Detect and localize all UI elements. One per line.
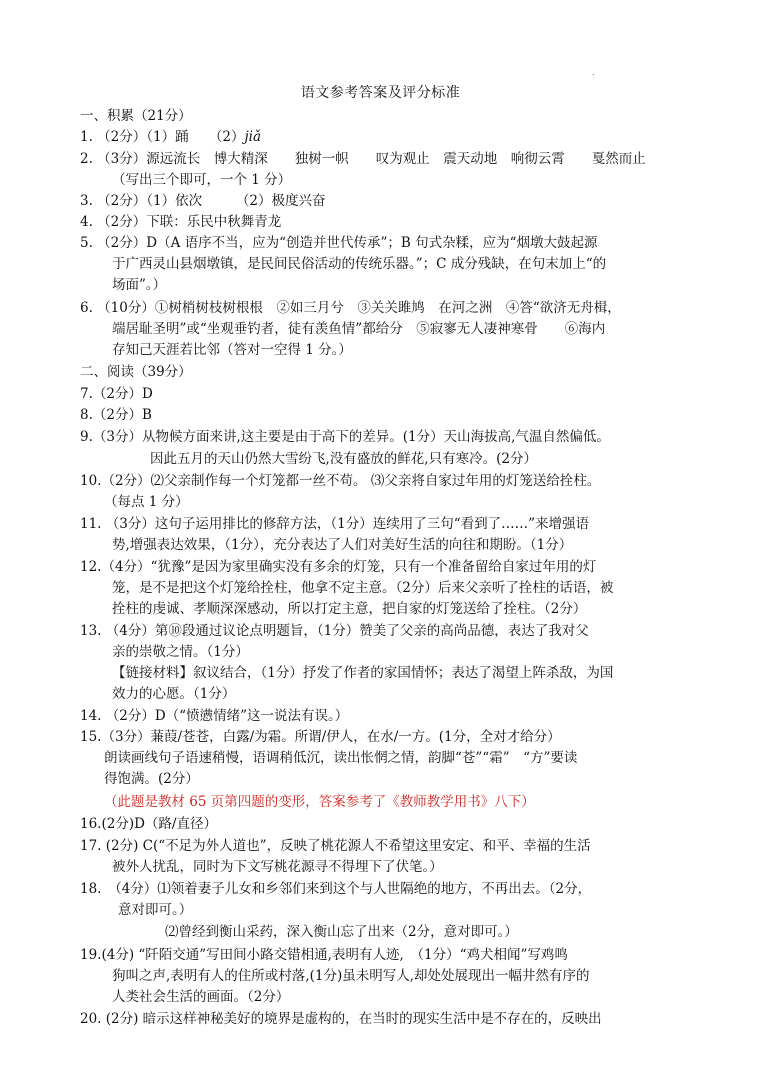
section-heading: 二、阅读（39分） (80, 364, 192, 380)
answer-line: 9.（3分）从物候方面来讲,这主要是由于高下的差异。(1分）天山海拔高,气温自然偏低。 (80, 429, 610, 445)
answer-line: 朗读画线句子语速稍慢，语调稍低沉，读出怅惘之情，韵脚“苍”“霜” “方”要读 (104, 750, 578, 766)
answer-line: 19.(4分) “阡陌交通”写田间小路交错相通,表明有人迹, （1分）“鸡犬相闻”写鸡鸣 (80, 947, 568, 963)
pinyin-text: jiǎ (244, 129, 262, 145)
answer-line: 人类社会生活的画面。（2分） (112, 989, 290, 1005)
answer-line: 端居耻圣明”或“坐观垂钓者，徒有羡鱼情”都给分 ⑤寂寥无人凄神寒骨 ⑥海内 (112, 321, 606, 337)
answer-line: 17. (2分) C(“不足为外人道也”，反映了桃花源人不希望这里安定、和平、幸福的生活 (80, 838, 591, 854)
answer-line: 被外人扰乱，同时为下文写桃花源寻不得埋下了伏笔。） (112, 859, 443, 875)
answer-line: 20. (2分) 暗示这样神秘美好的境界是虚构的，在当时的现实生活中是不存在的，反映出 (80, 1011, 602, 1027)
editor-note: （此题是教材 65 页第四题的变形，答案参考了《教师教学用书》八下） (104, 794, 535, 810)
answer-line: 笼，是不是把这个灯笼给拴柱，他拿不定主意。（2分）后来父亲听了拴柱的话语，被 (112, 580, 614, 596)
answer-line: 因此五月的天山仍然大雪纷飞,没有盛放的鲜花,只有寒冷。(2分） (150, 451, 537, 467)
answer-line: 存知己天涯若比邻（答对一空得 1 分。） (112, 342, 352, 358)
answer-line: ⑵曾经到衡山采药，深入衡山忘了出来（2分，意对即可。） (165, 924, 518, 940)
answer-line: 14. （2分）D（“愤懑情绪”这一说法有误。） (80, 708, 349, 724)
answer-line: 【链接材料】叙议结合，（1分）抒发了作者的家国情怀；表达了渴望上阵杀敌，为国 (112, 665, 614, 681)
answer-line: 5. （2分）D（A 语序不当，应为“创造并世代传承”；B 句式杂糅，应为“烟墩大鼓起源 (80, 235, 598, 251)
answer-line: 4. （2分）下联：乐民中秋舞青龙 (80, 214, 282, 230)
answer-line: 于广西灵山县烟墩镇，是民间民俗活动的传统乐器。”；C 成分残缺，在句末加上“的 (112, 256, 607, 272)
answer-line: 3. （2分）（1）依次 （2）极度兴奋 (80, 193, 326, 209)
answer-line: 1. （2分）（1）踊 （2）jiǎ (80, 129, 262, 145)
corner-mark: . (592, 68, 595, 77)
answer-line: （每点 1 分） (104, 494, 189, 510)
answer-line: 效力的心愿。（1分） (112, 686, 236, 702)
answer-line: 亲的崇敬之情。（1分） (112, 644, 249, 660)
answer-line: 12.（4分）“犹豫”是因为家里确实没有多余的灯笼，只有一个准备留给自家过年用的灯 (80, 559, 597, 575)
answer-line: 10.（2分）⑵父亲制作每一个灯笼都一丝不苟。 ⑶父亲将自家过年用的灯笼送给拴柱。 (80, 473, 601, 489)
section-heading: 一、积累（21分） (80, 108, 192, 124)
answer-line: 8.（2分）B (80, 407, 152, 423)
answer-line: 7.（2分）D (80, 386, 153, 402)
answer-line: 15.（3分）蒹葭/苍苍，白露/为霜。所谓/伊人，在水/一方。(1分，全对才给分） (80, 729, 561, 745)
answer-line: 拴柱的虔诚、孝顺深深感动，所以打定主意，把自家的灯笼送给了拴柱。（2分） (112, 601, 587, 617)
answer-line: 意对即可。） (118, 902, 193, 918)
answer-line: （写出三个即可，一个 1 分） (112, 172, 292, 188)
answer-line: 势,增强表达效果，（1分），充分表达了人们对美好生活的向往和期盼。（1分） (112, 537, 573, 553)
answer-line: 场面”。） (112, 277, 167, 293)
answer-line: 16.(2分)D（路/直径） (80, 816, 217, 832)
answer-line: 狗叫之声,表明有人的住所或村落,(1分)虽未明写人,却处处展现出一幅井然有序的 (112, 968, 590, 984)
answer-line: 6. （10分）①树梢树枝树根根 ②如三月兮 ③关关雎鸠 在河之洲 ④答“欲济无舟楫， (80, 300, 621, 316)
answer-line: 11. （3分）这句子运用排比的修辞方法，（1分）连续用了三句“看到了……”来增强语 (80, 516, 589, 532)
answer-line: 13. （4分）第⑩段通过议论点明题旨，（1分）赞美了父亲的高尚品德，表达了我对父 (80, 623, 589, 639)
page-title: 语文参考答案及评分标准 (300, 85, 461, 101)
answer-line: 18. （4分）⑴领着妻子儿女和乡邻们来到这个与人世隔绝的地方，不再出去。（2分， (80, 881, 592, 897)
answer-line: 2. （3分）源远流长 博大精深 独树一帜 叹为观止 震天动地 响彻云霄 戛然而止 (80, 151, 646, 167)
answer-line: 得饱满。(2分） (104, 771, 199, 787)
